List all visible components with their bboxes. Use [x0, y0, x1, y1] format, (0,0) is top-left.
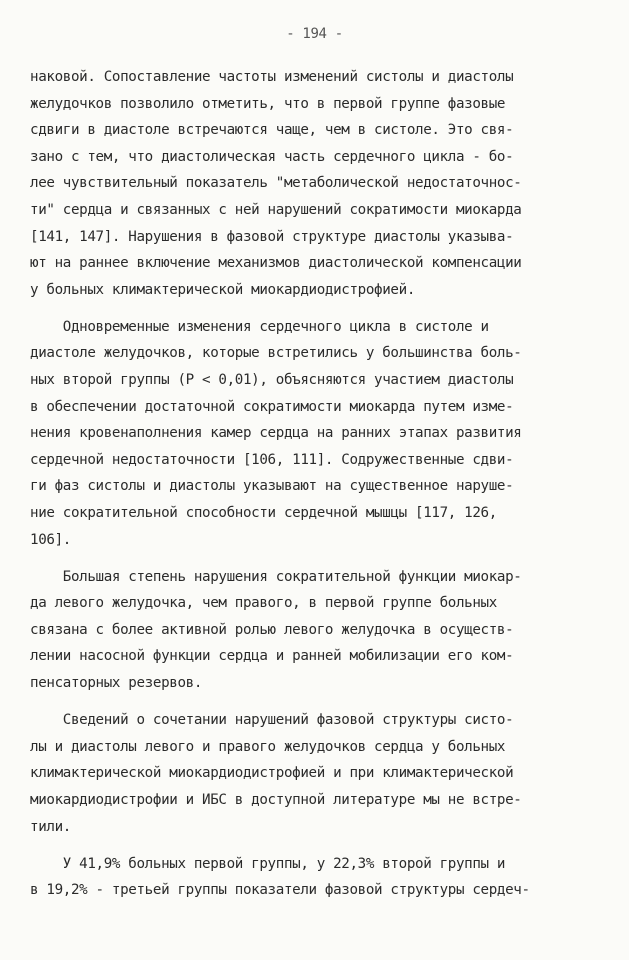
text-line: сдвиги в диастоле встречаются чаще, чем в систоле. Это свя- — [30, 122, 514, 139]
text-line: ги фаз систолы и диастолы указывают на существенное наруше- — [30, 478, 514, 495]
text-line: У 41,9% больных первой группы, у 22,3% второй группы и — [30, 855, 506, 872]
text-line: лы и диастолы левого и правого желудочков сердца у больных — [30, 738, 506, 755]
text-line: Большая степень нарушения сократительной функции миокар- — [30, 568, 522, 585]
text-line: тили. — [30, 818, 71, 835]
paragraph — [30, 314, 605, 553]
text-line: Одновременные изменения сердечного цикла в систоле и — [30, 318, 489, 335]
paragraph — [30, 707, 605, 840]
text-line: 106]. — [30, 531, 71, 548]
paragraph-gap — [30, 553, 605, 564]
paragraph — [30, 851, 605, 904]
paragraph — [30, 564, 605, 697]
text-line: [141, 147]. Нарушения в фазовой структуре диастолы указыва- — [30, 228, 514, 245]
text-line: Сведений о сочетании нарушений фазовой структуры систо- — [30, 712, 514, 729]
paragraph — [30, 64, 605, 303]
text-line: желудочков позволило отметить, что в первой группе фазовые — [30, 95, 506, 112]
text-line: лении насосной функции сердца и ранней мобилизации его ком- — [30, 648, 514, 665]
text-line: лее чувствительный показатель "метаболической недостаточнос- — [30, 175, 522, 192]
text-line: связана с более активной ролью левого желудочка в осуществ- — [30, 621, 514, 638]
text-line: ют на раннее включение механизмов диастолической компенсации — [30, 255, 522, 272]
paragraph-gap — [30, 303, 605, 314]
text-line: да левого желудочка, чем правого, в первой группе больных — [30, 595, 497, 612]
text-line: ти" сердца и связанных с ней нарушений сократимости миокарда — [30, 201, 522, 218]
text-line: ных второй группы (P < 0,01), объясняются участием диастолы — [30, 372, 514, 389]
text-line: ние сократительной способности сердечной мышцы [117, 126, — [30, 505, 497, 521]
text-line: нения кровенаполнения камер сердца на ранних этапах развития — [30, 425, 522, 442]
text-line: диастоле желудочков, которые встретились у большинства боль- — [30, 345, 522, 362]
text-line: у больных климактерической миокардиодистрофией. — [30, 281, 416, 298]
page-number: - 194 - — [286, 26, 343, 42]
text-line: в обеспечении достаточной сократимости миокарда путем изме- — [30, 398, 514, 415]
text-line: в 19,2% - третьей группы показатели фазовой структуры сердеч- — [30, 882, 530, 899]
text-line: наковой. Сопоставление частоты изменений систолы и диастолы — [30, 69, 514, 85]
text-line: миокардиодистрофии и ИБС в доступной литературе мы не встре- — [30, 791, 522, 808]
text-line: сердечной недостаточности [106, 111]. Содружественные сдви- — [30, 451, 514, 468]
text-line: климактерической миокардиодистрофией и при климактерической — [30, 765, 514, 782]
text-line: пенсаторных резервов. — [30, 675, 203, 692]
body-text — [30, 64, 605, 904]
paragraph-gap — [30, 697, 605, 708]
text-line: зано с тем, что диастолическая часть сердечного цикла - бо- — [30, 148, 514, 165]
paragraph-gap — [30, 840, 605, 851]
